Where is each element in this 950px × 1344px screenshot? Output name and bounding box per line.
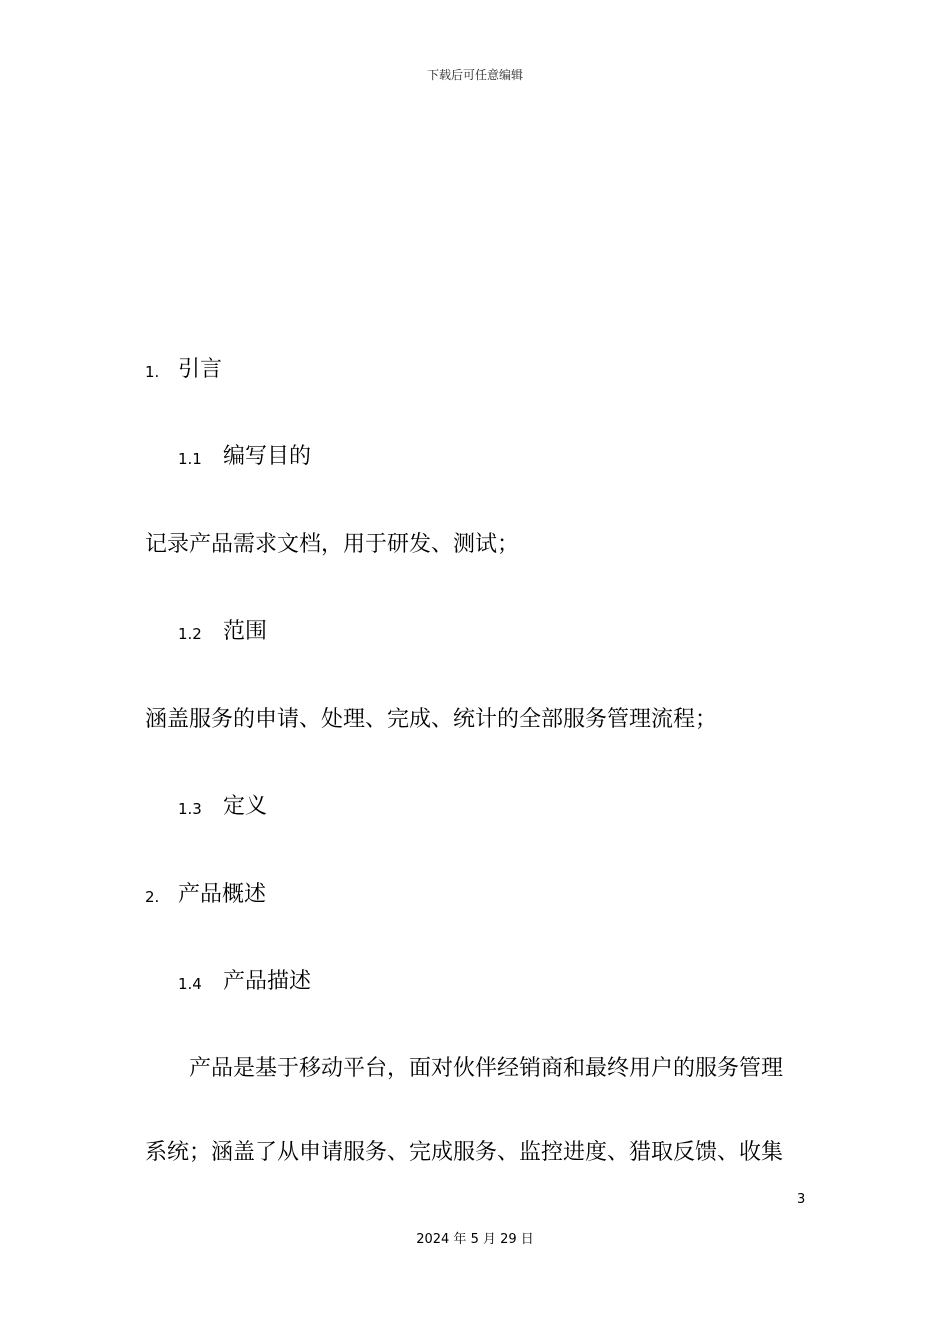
heading-title: 产品概述	[178, 882, 267, 907]
heading-number: 1.2	[178, 625, 202, 643]
page-header: 下载后可任意编辑	[426, 68, 523, 82]
heading-title: 范围	[223, 619, 268, 644]
paragraph-scope: 涵盖服务的申请、处理、完成、统计的全部服务管理流程；	[145, 707, 718, 732]
heading-number: 1.1	[178, 450, 202, 468]
heading-number: 1.3	[178, 800, 202, 818]
heading-title: 引言	[178, 357, 223, 382]
paragraph-purpose: 记录产品需求文档，用于研发、测试；	[145, 532, 520, 557]
paragraph-description-line-1: 产品是基于移动平台，面对伙伴经销商和最终用户的服务管理	[189, 1056, 784, 1081]
heading-number: 1.	[145, 363, 160, 381]
page-number: 3	[797, 1192, 806, 1207]
paragraph-description-line-2: 系统；涵盖了从申请服务、完成服务、监控进度、猎取反馈、收集	[145, 1140, 784, 1165]
heading-title: 产品描述	[223, 969, 312, 994]
heading-number: 2.	[145, 888, 160, 906]
heading-number: 1.4	[178, 975, 202, 993]
heading-title: 定义	[223, 794, 268, 819]
heading-title: 编写目的	[223, 444, 312, 469]
footer-date: 2024 年 5 月 29 日	[416, 1232, 534, 1247]
